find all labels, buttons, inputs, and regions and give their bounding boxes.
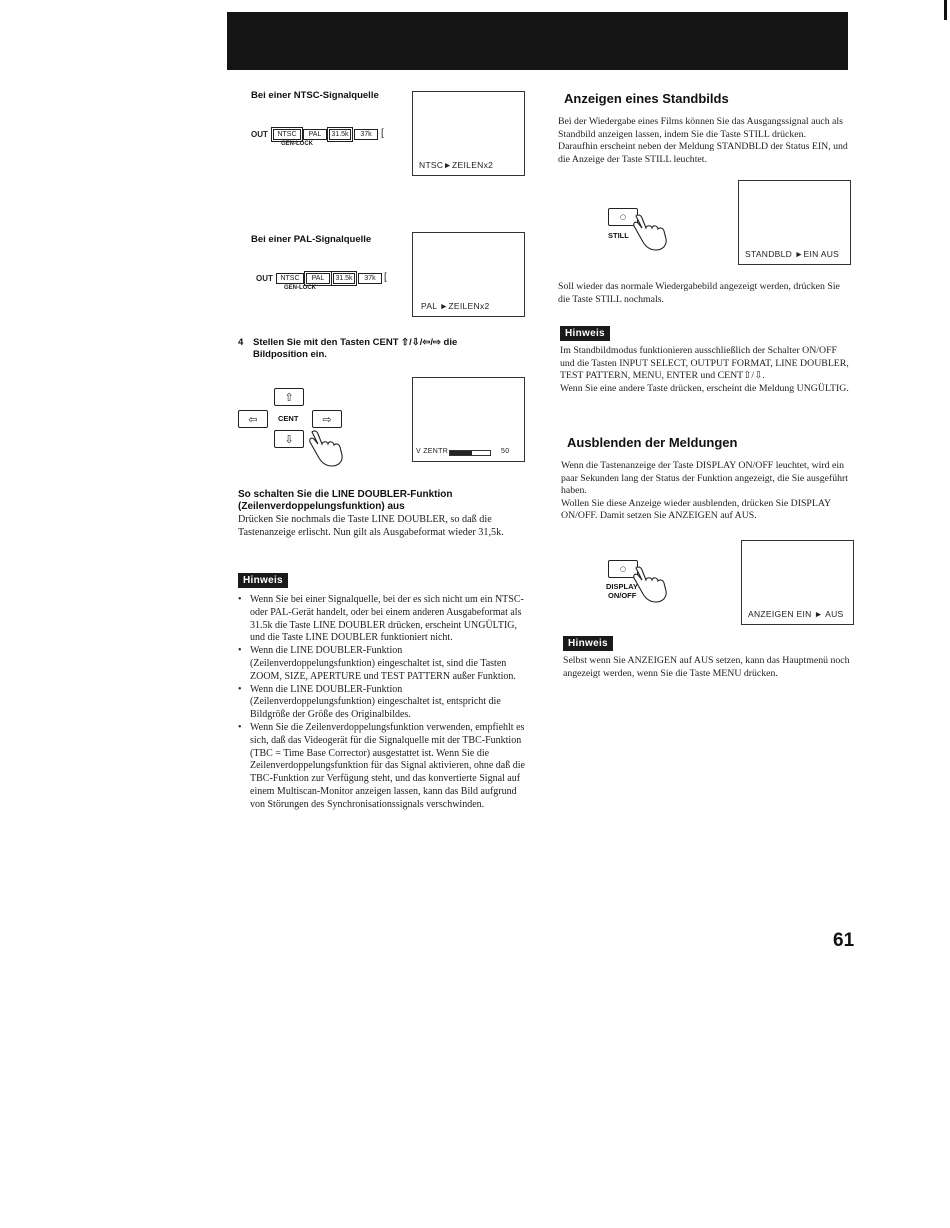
vzentr-bar <box>449 450 491 456</box>
cent-right-button[interactable] <box>312 410 342 428</box>
page-number: 61 <box>833 930 855 951</box>
vzentr-value: 50 <box>501 448 510 455</box>
ausblenden-heading: Ausblenden der Meldungen <box>567 435 738 450</box>
ntsc-key-pal: NTSC <box>276 273 304 284</box>
ntsc-screen <box>412 91 525 176</box>
pal-key: PAL <box>303 129 327 140</box>
led-icon: ○ <box>619 565 627 573</box>
standbild-text: Bei der Wiedergabe eines Films können Sie das Ausgangssignal auch als Standbild anzeigen lassen, indem Sie die Taste STILL drücken. Daraufhin erscheint neben der Meldung STANDBLD der Status EIN, und die Anzeige der Taste STILL leuchtet. <box>558 116 848 165</box>
hinweis-right-2-label: Hinweis <box>563 636 613 651</box>
pressing-hand-icon <box>630 212 672 252</box>
vzentr-bar-fill <box>450 451 472 455</box>
led-icon: ○ <box>619 213 627 221</box>
ausblenden-para1: Wenn die Tastenanzeige der Taste DISPLAY ON/OFF leuchtet, wird ein paar Sekunden lang der Status der Funktion angezeigt, die Sie ausgeführt haben. <box>561 460 849 496</box>
cent-label: CENT <box>278 414 299 423</box>
hinweis-right-1 <box>560 323 610 341</box>
pal-screen-text: PAL ►ZEILENx2 <box>421 301 490 311</box>
pressing-hand-icon <box>306 428 348 468</box>
page-edge-mark <box>944 0 947 20</box>
bullet-item: • Wenn Sie die Zeilenverdoppelungsfunktion verwenden, empfiehlt es sich, daß das Videogerät für die Signalquelle mit der TBC-Funktion (TBC = Time Base Corrector) ausgestattet ist. Wenn Sie die Zeilenverdoppelungsfunktion für das Signal aktivieren, ohne daß die TBC-Funktion zur Verfügung steht, und das konvertierte Signal auf einem Multiscan-Monitor anzeigen lassen, kann das Bild aufgrund von Störungen des Synchronisationssignals verschwinden. <box>250 722 528 812</box>
ntsc-screen-text: NTSC►ZEILENx2 <box>419 160 494 170</box>
line-doubler-text: Drücken Sie nochmals die Taste LINE DOUBLER, so daß die Tastenanzeige erlischt. Nun gilt als Ausgabeformat wieder 31,5k. <box>238 514 504 538</box>
pressing-hand-icon <box>630 564 672 604</box>
step-number: 4 <box>238 337 244 348</box>
ausblenden-para2: Wollen Sie diese Anzeige wieder ausblenden, drücken Sie DISPLAY ON/OFF. Damit setzen Sie ANZEIGEN auf AUS. <box>561 497 831 521</box>
anzeigen-screen <box>741 540 854 625</box>
arrow-up-icon: ⇧ <box>284 390 294 404</box>
k315-key: 31.5k <box>329 129 351 140</box>
onoff-label: ON/OFF <box>608 591 637 600</box>
genlock-label: GEN-LOCK <box>281 141 313 147</box>
arrow-left-icon: ⇦ <box>248 412 258 426</box>
ntsc-output-keys <box>251 128 401 152</box>
out-label: OUT <box>251 130 268 139</box>
arrow-right-icon: ⇨ <box>322 412 332 426</box>
hinweis-right-2 <box>563 633 613 651</box>
hinweis-right-1-para1: Im Standbildmodus funktionieren ausschließlich der Schalter ON/OFF und die Tasten INPUT SELECT, OUTPUT FORMAT, LINE DOUBLER, TEST PATTERN, MENU, ENTER und CENT⇧/⇩. <box>560 345 849 381</box>
vzentr-label: V ZENTR <box>416 448 449 455</box>
k37-key-pal: 37k <box>358 273 382 284</box>
still-label: STILL <box>608 231 629 240</box>
bullet-item: • Wenn die LINE DOUBLER-Funktion (Zeilenverdoppelungsfunktion) eingeschaltet ist, sind die Tasten ZOOM, SIZE, APERTURE und TEST PATTERN außer Funktion. <box>250 645 528 683</box>
cent-button-cluster <box>236 378 356 468</box>
bullet-item: • Wenn Sie bei einer Signalquelle, bei der es sich nicht um ein NTSC- oder PAL-Gerät handelt, oder bei einem anderen Ausgabeformat als 31.5k die Taste LINE DOUBLER drücken, erscheint UNGÜLTIG, und die Taste LINE DOUBLER funktioniert nicht. <box>250 594 528 645</box>
out-label-pal: OUT <box>256 274 273 283</box>
vzentr-screen <box>412 377 525 462</box>
anzeigen-screen-text: ANZEIGEN EIN ► AUS <box>748 609 844 619</box>
ntsc-source-label: Bei einer NTSC-Signalquelle <box>251 90 379 101</box>
cent-down-button[interactable] <box>274 430 304 448</box>
display-button-figure <box>604 556 678 612</box>
standbld-screen-text: STANDBLD ►EIN AUS <box>745 249 840 259</box>
header-bar <box>227 12 848 70</box>
standbld-screen <box>738 180 851 265</box>
line-doubler-heading: So schalten Sie die LINE DOUBLER-Funktion (Zeilenverdoppelungsfunktion) aus <box>238 489 453 512</box>
hinweis-left-label: Hinweis <box>238 573 288 588</box>
hinweis-right-1-label: Hinweis <box>560 326 610 341</box>
still-button-figure <box>606 204 676 254</box>
cent-left-button[interactable] <box>238 410 268 428</box>
k315-key-pal: 31.5k <box>333 273 355 284</box>
bracket-mark-pal: [ <box>384 272 387 283</box>
cent-up-button[interactable] <box>274 388 304 406</box>
ausblenden-text <box>561 460 851 523</box>
bracket-mark: [ <box>381 128 384 139</box>
hinweis-right-1-para2: Wenn Sie eine andere Taste drücken, erscheint die Meldung UNGÜLTIG. <box>560 382 849 394</box>
pal-key-pal: PAL <box>306 273 330 284</box>
bullet-item: • Wenn die LINE DOUBLER-Funktion (Zeilenverdoppelungsfunktion) eingeschaltet ist, entspricht die Bildgröße der Größe des Originalbildes. <box>250 684 528 722</box>
pal-output-keys <box>256 272 406 296</box>
hinweis-right-1-text <box>560 345 852 395</box>
pal-source-label: Bei einer PAL-Signalquelle <box>251 234 372 245</box>
k37-key: 37k <box>354 129 378 140</box>
hinweis-left-bullets <box>238 594 528 812</box>
genlock-label-pal: GEN-LOCK <box>284 285 316 291</box>
pal-screen <box>412 232 525 317</box>
arrow-down-icon: ⇩ <box>284 432 294 446</box>
ntsc-key: NTSC <box>273 129 301 140</box>
standbild-text2: Soll wieder das normale Wiedergabebild angezeigt werden, drücken Sie die Taste STILL nochmals. <box>558 281 840 305</box>
display-label: DISPLAY <box>606 582 638 591</box>
hinweis-left <box>238 570 288 588</box>
standbild-heading: Anzeigen eines Standbilds <box>564 91 729 106</box>
step-text: Stellen Sie mit den Tasten CENT ⇧/⇩/⇦/⇨ die Bildposition ein. <box>253 337 458 360</box>
hinweis-right-2-text: Selbst wenn Sie ANZEIGEN auf AUS setzen, kann das Hauptmenü noch angezeigt werden, wenn Sie die Taste MENU drücken. <box>563 655 850 679</box>
